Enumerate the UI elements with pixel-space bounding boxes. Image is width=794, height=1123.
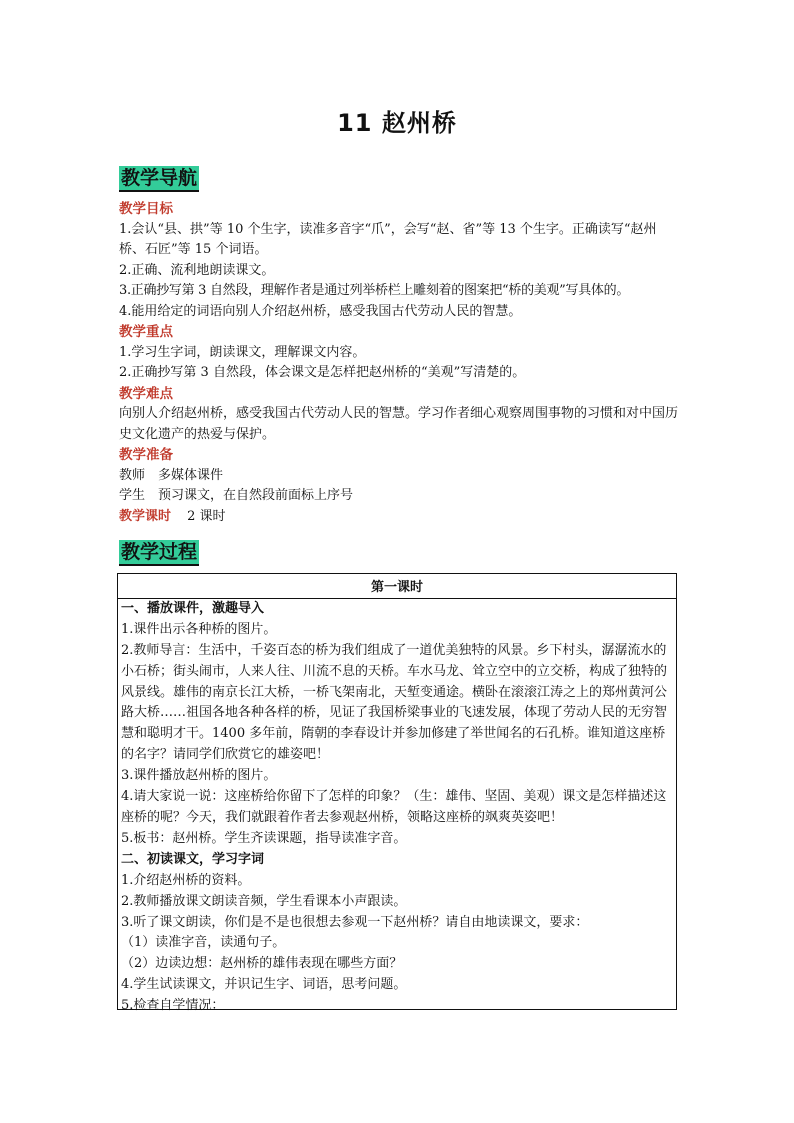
preparation-teacher: 教师 多媒体课件 <box>119 467 224 483</box>
objectives-label: 教学目标 <box>119 201 173 217</box>
lesson-item: 2.教师导言：生活中，千姿百态的桥为我们组成了一道优美独特的风景。乡下村头，潺潺流水的小石桥；街头闹市，人来人往、川流不息的天桥。车水马龙、耸立空中的立交桥，构成了独特的风景线。雄伟的南京长江大桥，一桥飞架南北，天堑变通途。横卧在滚滚江涛之上的郑州黄河公路大桥……祖国各地各种各样的桥，见证了我国桥梁事业的飞速发展，体现了劳动人民的无穷智慧和聪明才干。1400 多年前，隋朝的李春设计并参加修建了举世闻名的石孔桥。谁知道这座桥的名字？请同学们欣赏它的雄姿吧！ <box>121 642 668 763</box>
lesson-item: 3.听了课文朗读，你们是不是也很想去参观一下赵州桥？请自由地读课文，要求： <box>121 914 589 930</box>
lesson-item: （1）读准字音，读通句子。 <box>121 935 286 951</box>
objective-item: 1.会认“县、拱”等 10 个生字，读准多音字“爪”，会写“赵、省”等 13 个生字。正确读写“赵州桥、石匠”等 15 个词语。 <box>119 221 657 257</box>
section-heading-teaching-guide: 教学导航 <box>119 166 199 192</box>
objective-item: 3.正确抄写第 3 自然段，理解作者是通过列举桥栏上雕刻着的图案把“桥的美观”写具体的。 <box>119 283 630 298</box>
lesson-item: 5.板书：赵州桥。学生齐读课题，指导读准字音。 <box>121 830 407 846</box>
lesson-item: 5.检查自学情况： <box>121 998 225 1014</box>
key-point-item: 1.学习生字词，朗读课文，理解课文内容。 <box>119 344 366 360</box>
lesson-item: 4.请大家说一说：这座桥给你留下了怎样的印象？（生：雄伟、坚固、美观）课文是怎样描述这座桥的呢？今天，我们就跟着作者去参观赵州桥，领略这座桥的飒爽英姿吧！ <box>121 789 667 825</box>
lesson-item: 1.课件出示各种桥的图片。 <box>121 621 277 637</box>
part-title: 一、播放课件，激趣导入 <box>121 600 265 616</box>
lesson-content <box>121 578 673 1017</box>
lesson-item: 2.教师播放课文朗读音频，学生看课本小声跟读。 <box>121 893 407 909</box>
lesson-table <box>117 573 677 1014</box>
objectives-section <box>119 199 679 527</box>
preparation-label: 教学准备 <box>119 447 173 463</box>
key-point-item: 2.正确抄写第 3 自然段，体会课文是怎样把赵州桥的“美观”写清楚的。 <box>119 365 526 380</box>
preparation-student: 学生 预习课文，在自然段前面标上序号 <box>119 488 354 503</box>
lesson-item: 4.学生试读课文，并识记生字、词语，思考问题。 <box>121 977 407 993</box>
lesson-item: 3.课件播放赵州桥的图片。 <box>121 768 277 784</box>
lesson-item: 1.介绍赵州桥的资料。 <box>121 872 251 888</box>
objective-item: 4.能用给定的词语向别人介绍赵州桥，感受我国古代劳动人民的智慧。 <box>119 303 522 319</box>
hours-label: 教学课时 <box>119 508 172 524</box>
page-title: 11 赵州桥 <box>337 109 457 137</box>
difficulties-label: 教学难点 <box>119 385 173 402</box>
hours-value: 2 课时 <box>187 508 226 524</box>
section-heading-teaching-process: 教学过程 <box>119 540 199 566</box>
difficulties-text: 向别人介绍赵州桥，感受我国古代劳动人民的智慧。学习作者细心观察周围事物的习惯和对中国历史文化遗产的热爱与保护。 <box>119 406 679 442</box>
lesson-item: （2）边读边想：赵州桥的雄伟表现在哪些方面？ <box>121 956 403 972</box>
lesson-title: 第一课时 <box>370 580 423 595</box>
key-points-label: 教学重点 <box>119 324 173 340</box>
hours-row <box>119 507 679 528</box>
part-title: 二、初读课文，学习字词 <box>121 851 265 867</box>
objective-item: 2.正确、流利地朗读课文。 <box>119 262 275 278</box>
